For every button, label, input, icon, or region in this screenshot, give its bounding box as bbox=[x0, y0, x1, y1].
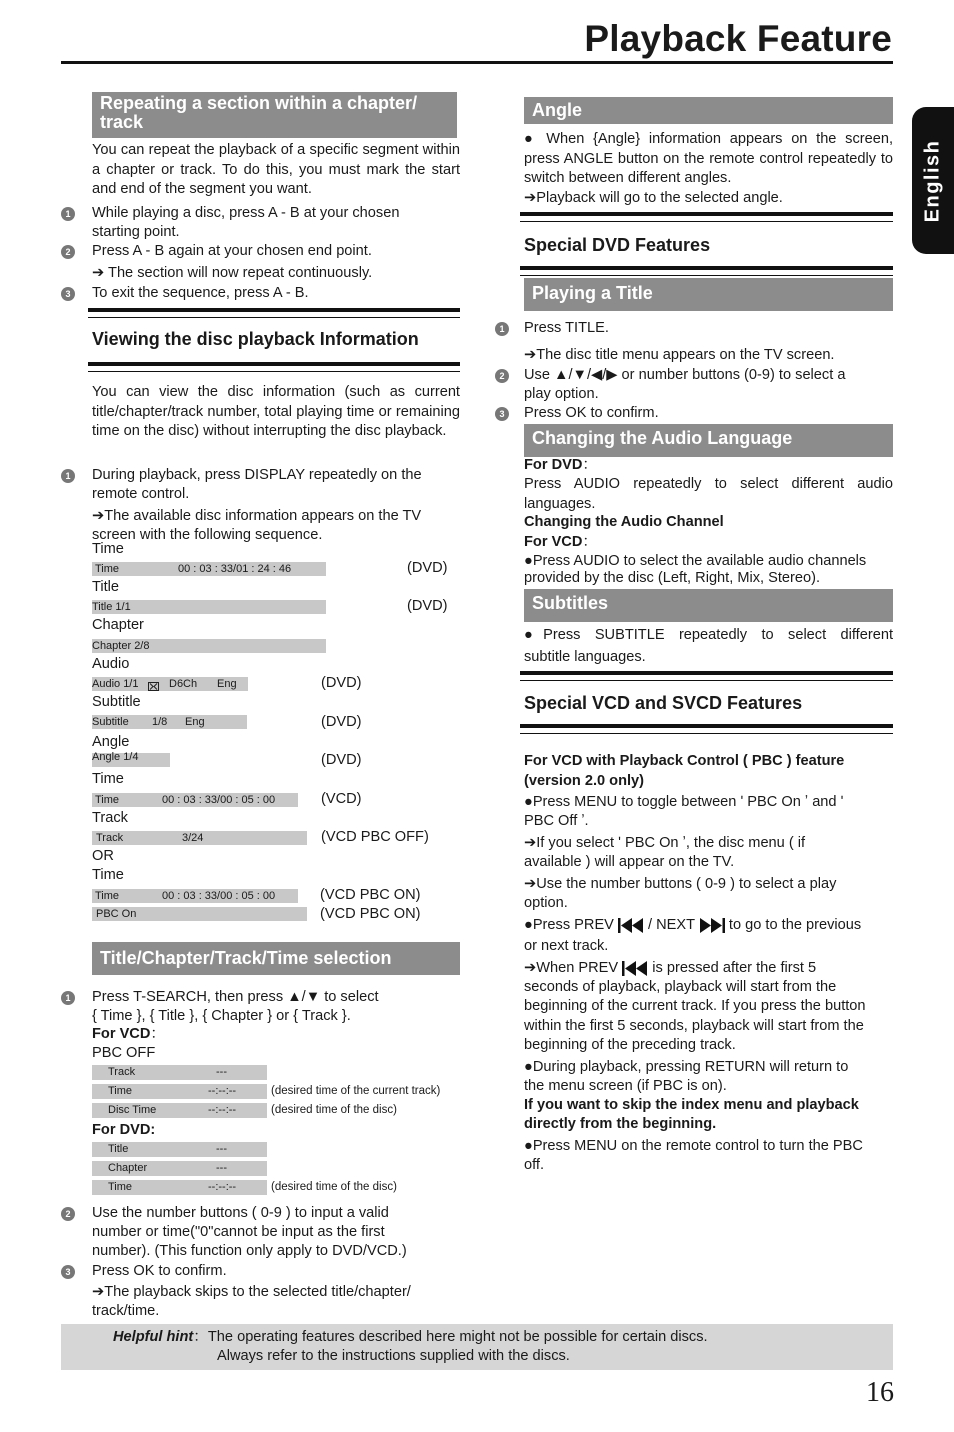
step-number-3: 3 bbox=[495, 407, 509, 421]
seq-track-tag: (VCD PBC OFF) bbox=[321, 829, 429, 845]
seq-pbc-tag: (VCD PBC ON) bbox=[320, 906, 421, 922]
vcd-p1-line1: ●Press MENU to toggle between ʹ PBC On ʼ and ʹ bbox=[524, 794, 844, 810]
repeat-section-header bbox=[92, 92, 457, 138]
arrow-icon: ➔ bbox=[524, 960, 537, 976]
vcd-p2-text: If you select ʹ PBC On ʼ, the disc menu ( if bbox=[536, 835, 806, 851]
playing-step-2-line1: Use ▲/▼/◀/▶ or number buttons (0-9) to select a bbox=[524, 367, 846, 383]
vcd-p4-text-a: ●Press PREV bbox=[524, 917, 618, 933]
vcd-p7-line2: off. bbox=[524, 1157, 545, 1173]
divider-rule bbox=[520, 212, 893, 222]
divider-rule bbox=[520, 671, 893, 681]
seq-subtitle-label: Subtitle bbox=[92, 694, 141, 710]
seq-subtitle-bar-count: 1/8 bbox=[152, 716, 168, 728]
vcd-row-track bbox=[92, 1065, 267, 1080]
tcts-section-header: Title/Chapter/Track/Time selection bbox=[92, 942, 460, 975]
vcd-skip-heading-line2: directly from the beginning. bbox=[524, 1116, 717, 1132]
angle-text: ● When {Angle} information appears on the screen, press ANGLE button on the remote control repeatedly to switch between different angles. bbox=[524, 131, 893, 186]
up-down-arrows-icon: ▲/▼ bbox=[287, 989, 321, 1005]
helpful-hint-line1 bbox=[113, 1328, 708, 1348]
tcts-for-vcd-label: For VCD bbox=[92, 1026, 151, 1042]
seq-chapter-bar bbox=[92, 639, 326, 653]
repeat-step-2-note bbox=[92, 264, 372, 284]
step-number-1: 1 bbox=[61, 207, 75, 221]
repeat-intro: You can repeat the playback of a specific segment within a chapter or track. To do this, you must mark the start and end of the segment you want. bbox=[92, 142, 460, 197]
dvd-row-value: --- bbox=[216, 1162, 227, 1174]
language-tab bbox=[912, 107, 954, 254]
vcd-p5-line3: beginning of the current track. If you press the button bbox=[524, 998, 866, 1014]
seq-vcd-time-label: Time bbox=[92, 771, 124, 787]
arrow-icon: ➔ bbox=[92, 1284, 105, 1300]
audio-for-vcd bbox=[524, 533, 597, 553]
tcts-pbc-off: PBC OFF bbox=[92, 1045, 156, 1061]
vcd-p2-line2: available ) will appear on the TV. bbox=[524, 854, 735, 870]
tcts-step-2-line1: Use the number buttons ( 0-9 ) to input a valid bbox=[92, 1205, 389, 1221]
vcd-p1-line2: PBC Off ʼ. bbox=[524, 813, 589, 829]
vcd-row-disc-time-note: (desired time of the disc) bbox=[271, 1104, 397, 1116]
tcts-for-vcd bbox=[92, 1025, 165, 1045]
tcts-note-line1 bbox=[92, 1283, 411, 1303]
vcd-row-label: Disc Time bbox=[108, 1104, 157, 1116]
seq-angle-bar bbox=[92, 753, 170, 767]
seq-time-tag: (DVD) bbox=[407, 560, 448, 576]
helpful-hint-line2: Always refer to the instructions supplied with the discs. bbox=[217, 1348, 570, 1364]
tcts-note-text: The playback skips to the selected title/chapter/ bbox=[104, 1284, 411, 1300]
tcts-step-2-line2: number or time("0"cannot be input as the first bbox=[92, 1224, 385, 1240]
tcts-note-line2: track/time. bbox=[92, 1303, 160, 1319]
repeat-step-2: Press A - B again at your chosen end point. bbox=[92, 243, 372, 259]
vcd-p3-line2: option. bbox=[524, 895, 568, 911]
seq-audio-bar-lang: Eng bbox=[217, 678, 237, 690]
special-dvd-heading: Special DVD Features bbox=[524, 235, 711, 255]
seq-angle-tag: (DVD) bbox=[321, 752, 362, 768]
arrow-icon: ➔ bbox=[524, 835, 537, 851]
seq-audio-label: Audio bbox=[92, 656, 130, 672]
repeat-step-3: To exit the sequence, press A - B. bbox=[92, 285, 309, 301]
seq-subtitle-bar bbox=[92, 715, 247, 729]
seq-audio-bar-track: Audio 1/1 bbox=[92, 678, 139, 690]
dvd-row-time-note: (desired time of the disc) bbox=[271, 1181, 397, 1193]
seq-subtitle-tag: (DVD) bbox=[321, 714, 362, 730]
audio-channel-heading: Changing the Audio Channel bbox=[524, 514, 724, 530]
step-number-1: 1 bbox=[61, 991, 75, 1005]
vcd-p4-line1 bbox=[524, 916, 861, 936]
playing-note-text: The disc title menu appears on the TV screen. bbox=[536, 347, 835, 363]
tcts-step-2-line3: number). (This function only apply to DVD/VCD.) bbox=[92, 1243, 407, 1259]
arrow-icon: ➔ bbox=[524, 190, 537, 206]
step-number-3: 3 bbox=[61, 287, 75, 301]
seq-time2-bar-label: Time bbox=[95, 890, 120, 902]
audio-for-dvd-label: For DVD bbox=[524, 457, 583, 473]
viewing-intro: You can view the disc information (such as current title/chapter/track number, total playing time or remaining time on the disc) without interrupting the disc playback. bbox=[92, 384, 460, 439]
vcd-p5-line4: within the first 5 seconds, playback will start from the bbox=[524, 1018, 864, 1034]
seq-pbc-bar bbox=[92, 907, 307, 921]
dvd-row-chapter bbox=[92, 1161, 267, 1176]
repeat-title-line2: track bbox=[100, 112, 144, 132]
page-title: Playback Feature bbox=[584, 18, 892, 59]
vcd-p7-line1: ●Press MENU on the remote control to turn the PBC bbox=[524, 1138, 863, 1154]
seq-title-bar bbox=[92, 600, 326, 614]
dvd-row-time bbox=[92, 1180, 267, 1195]
playing-title-header: Playing a Title bbox=[524, 278, 893, 311]
seq-track-label: Track bbox=[92, 810, 128, 826]
vcd-p5-line1 bbox=[524, 959, 816, 979]
repeat-title-line1: Repeating a section within a chapter/ bbox=[100, 93, 418, 113]
tcts-step-1-text: Press T-SEARCH, then press bbox=[92, 989, 288, 1005]
step-number-1: 1 bbox=[495, 322, 509, 336]
dvd-row-title bbox=[92, 1142, 267, 1157]
seq-audio-bar bbox=[92, 677, 248, 691]
viewing-note-line2: screen with the following sequence. bbox=[92, 527, 323, 543]
seq-vcd-time-bar-value: 00 : 03 : 33/00 : 05 : 00 bbox=[162, 794, 276, 806]
vcd-p4-line2: or next track. bbox=[524, 938, 609, 954]
seq-audio-tag: (DVD) bbox=[321, 675, 362, 691]
vcd-row-label: Track bbox=[108, 1066, 136, 1078]
repeat-step-1-line1: While playing a disc, press A - B at your chosen bbox=[92, 205, 400, 221]
audio-vcd-line1: ●Press AUDIO to select the available audio channels bbox=[524, 553, 867, 569]
tcts-step-3: Press OK to confirm. bbox=[92, 1263, 227, 1279]
seq-time-bar bbox=[92, 562, 326, 576]
playing-step-1-note bbox=[524, 346, 835, 366]
colon: ： bbox=[150, 1026, 165, 1042]
dvd-row-label: Chapter bbox=[108, 1162, 148, 1174]
next-track-icon bbox=[699, 917, 725, 933]
seq-chapter-label: Chapter bbox=[92, 617, 144, 633]
dolby-icon bbox=[148, 679, 159, 693]
step-number-2: 2 bbox=[61, 1207, 75, 1221]
vcd-p5-line2: seconds of playback, playback will start from the bbox=[524, 979, 837, 995]
vcd-p6-line1: ●During playback, pressing RETURN will return to bbox=[524, 1059, 849, 1075]
helpful-hint-label: Helpful hint bbox=[113, 1329, 194, 1345]
seq-time-label: Time bbox=[92, 541, 124, 557]
arrow-icon: ➔ bbox=[92, 265, 105, 281]
viewing-note-line1 bbox=[92, 507, 421, 527]
seq-track-bar bbox=[92, 831, 307, 845]
viewing-note-text: The available disc information appears on the TV bbox=[104, 508, 422, 524]
audio-for-vcd-label: For VCD bbox=[524, 534, 583, 550]
dvd-row-value: --- bbox=[216, 1143, 227, 1155]
seq-title-tag: (DVD) bbox=[407, 598, 448, 614]
subtitles-text-line1: ●Press SUBTITLE repeatedly to select different bbox=[524, 627, 893, 643]
colon: ： bbox=[582, 457, 597, 473]
seq-angle-bar-text: Angle 1/4 bbox=[92, 751, 139, 763]
vcd-skip-heading-line1: If you want to skip the index menu and playback bbox=[524, 1097, 859, 1113]
step-number-3: 3 bbox=[61, 1265, 75, 1279]
vcd-p4-text-b: / NEXT bbox=[643, 917, 699, 933]
dvd-row-value: --:--:-- bbox=[208, 1181, 237, 1193]
page-number: 16 bbox=[866, 1377, 894, 1408]
vcd-row-disc-time bbox=[92, 1103, 267, 1118]
step-number-2: 2 bbox=[61, 245, 75, 259]
viewing-step-1-line2: remote control. bbox=[92, 486, 190, 502]
vcd-p4-text-c: to go to the previous bbox=[724, 917, 862, 933]
dvd-row-label: Time bbox=[108, 1181, 133, 1193]
vcd-row-value: --:--:-- bbox=[208, 1085, 237, 1097]
arrow-icon: ➔ bbox=[92, 508, 105, 524]
step-number-1: 1 bbox=[61, 469, 75, 483]
vcd-p3-line1 bbox=[524, 875, 836, 895]
vcd-p5-line5: beginning of the preceding track. bbox=[524, 1037, 736, 1053]
subtitles-text-line2: subtitle languages. bbox=[524, 649, 646, 665]
divider-rule bbox=[520, 724, 893, 734]
vcd-p6-line2: the menu screen (if PBC is on). bbox=[524, 1078, 727, 1094]
audio-for-dvd bbox=[524, 456, 597, 476]
seq-vcd-time-tag: (VCD) bbox=[321, 791, 362, 807]
playing-step-2-line2: play option. bbox=[524, 386, 599, 402]
arrow-icon: ➔ bbox=[524, 347, 537, 363]
colon: ： bbox=[582, 534, 597, 550]
tcts-step-1-line1 bbox=[92, 988, 379, 1008]
seq-angle-label: Angle bbox=[92, 734, 130, 750]
seq-time2-bar bbox=[92, 889, 298, 903]
angle-note bbox=[524, 189, 783, 209]
seq-or-label: OR bbox=[92, 848, 114, 864]
seq-audio-bar-format: D6Ch bbox=[169, 678, 198, 690]
colon: ： bbox=[193, 1329, 208, 1345]
seq-subtitle-bar-label: Subtitle bbox=[92, 716, 129, 728]
tcts-step-1-text-end: to select bbox=[320, 989, 379, 1005]
helpful-hint-box bbox=[61, 1324, 893, 1370]
special-vcd-heading: Special VCD and SVCD Features bbox=[524, 693, 803, 713]
tcts-for-dvd: For DVD: bbox=[92, 1122, 156, 1138]
repeat-step-1-line2: starting point. bbox=[92, 224, 180, 240]
divider-rule bbox=[88, 308, 460, 318]
seq-time2-bar-value: 00 : 03 : 33/00 : 05 : 00 bbox=[162, 890, 276, 902]
angle-section-header: Angle bbox=[524, 97, 893, 124]
language-tab-label: English bbox=[921, 139, 944, 222]
seq-subtitle-bar-lang: Eng bbox=[185, 716, 205, 728]
vcd-row-time bbox=[92, 1084, 267, 1099]
vcd-p3-text: Use the number buttons ( 0-9 ) to select a play bbox=[536, 876, 837, 892]
seq-track-bar-label: Track bbox=[96, 832, 124, 844]
audio-dvd-text: Press AUDIO repeatedly to select different audio languages. bbox=[524, 476, 893, 512]
repeat-note-text: The section will now repeat continuously. bbox=[108, 265, 373, 281]
seq-vcd-time-bar-label: Time bbox=[95, 794, 120, 806]
viewing-heading: Viewing the disc playback Information bbox=[92, 329, 419, 349]
arrow-icon: ➔ bbox=[524, 876, 537, 892]
seq-time2-label: Time bbox=[92, 867, 124, 883]
seq-title-bar-text: Title 1/1 bbox=[92, 601, 131, 613]
dvd-row-label: Title bbox=[108, 1143, 129, 1155]
tcts-step-1-line2: { Time }, { Title }, { Chapter } or { Track }. bbox=[92, 1008, 351, 1024]
audio-language-header: Changing the Audio Language bbox=[524, 424, 893, 457]
seq-pbc-bar-text: PBC On bbox=[96, 908, 137, 920]
viewing-step-1-line1: During playback, press DISPLAY repeatedly on the bbox=[92, 467, 422, 483]
subtitles-header: Subtitles bbox=[524, 589, 893, 622]
vcd-row-label: Time bbox=[108, 1085, 133, 1097]
divider-rule bbox=[88, 362, 460, 372]
prev-track-icon bbox=[618, 917, 644, 933]
seq-title-label: Title bbox=[92, 579, 120, 595]
step-number-2: 2 bbox=[495, 369, 509, 383]
title-rule bbox=[61, 61, 893, 64]
vcd-row-time-note: (desired time of the current track) bbox=[271, 1085, 441, 1097]
vcd-pbc-heading-line1: For VCD with Playback Control ( PBC ) feature bbox=[524, 753, 845, 769]
playing-step-3: Press OK to confirm. bbox=[524, 405, 659, 421]
vcd-p5-text-a: When PREV bbox=[536, 960, 623, 976]
vcd-p2-line1 bbox=[524, 834, 805, 854]
angle-note-text: Playback will go to the selected angle. bbox=[536, 190, 783, 206]
prev-track-icon bbox=[622, 960, 648, 976]
vcd-row-value: --:--:-- bbox=[208, 1104, 237, 1116]
audio-vcd-line2: provided by the disc (Left, Right, Mix, Stereo). bbox=[524, 570, 821, 586]
seq-vcd-time-bar bbox=[92, 793, 298, 807]
seq-time-bar-value: 00 : 03 : 33/01 : 24 : 46 bbox=[178, 563, 292, 575]
seq-track-bar-value: 3/24 bbox=[182, 832, 204, 844]
vcd-p5-text-b: is pressed after the first 5 bbox=[648, 960, 817, 976]
vcd-row-value: --- bbox=[216, 1066, 227, 1078]
playing-step-1: Press TITLE. bbox=[524, 320, 609, 336]
seq-time2-tag: (VCD PBC ON) bbox=[320, 887, 421, 903]
vcd-pbc-heading-line2: (version 2.0 only) bbox=[524, 773, 645, 789]
divider-rule bbox=[520, 266, 893, 276]
seq-time-bar-label: Time bbox=[95, 563, 120, 575]
helpful-hint-text: The operating features described here might not be possible for certain discs. bbox=[207, 1329, 708, 1345]
seq-chapter-bar-text: Chapter 2/8 bbox=[92, 640, 150, 652]
